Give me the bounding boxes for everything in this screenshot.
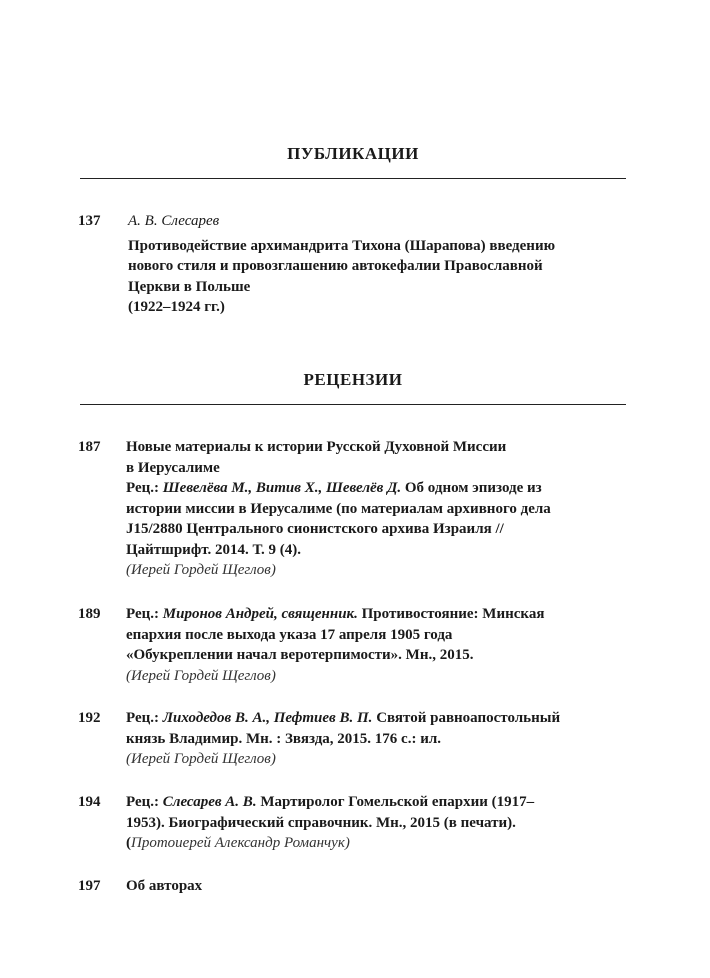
reviewed-work: Противостояние: Минская — [361, 606, 545, 622]
reviews-heading: РЕЦЕНЗИИ — [303, 370, 403, 389]
reviewer-paren: ( — [126, 835, 131, 851]
entry-title-line: Противодействие архимандрита Тихона (Шарапова) введению — [128, 237, 556, 254]
reviewed-authors: Лиходедов В. А., Пефтиев В. П. — [162, 710, 373, 726]
reviewed-work: 1953). Биографический справочник. Мн., 2015 (в печати). — [126, 814, 516, 831]
entry-title-line: в Иерусалиме — [126, 459, 220, 476]
page-number: 187 — [78, 439, 101, 455]
review-label: Рец.: — [126, 794, 160, 810]
publications-heading: ПУБЛИКАЦИИ — [287, 144, 419, 163]
entry-author: А. В. Слесарев — [128, 213, 220, 229]
entry-title-line: Церкви в Польше — [128, 278, 251, 295]
review-label: Рец.: — [126, 710, 160, 726]
review-label: Рец.: — [126, 480, 160, 496]
reviewed-work: князь Владимир. Мн. : Звязда, 2015. 176 с.: ил. — [126, 730, 441, 747]
reviewed-work: истории миссии в Иерусалиме (по материалам архивного дела — [126, 500, 551, 517]
reviewed-work: епархия после выхода указа 17 апреля 1905 года — [126, 626, 453, 643]
entry-title-line: (1922–1924 гг.) — [128, 299, 225, 315]
page-number: 197 — [78, 878, 101, 894]
reviewed-work: «Обукреплении начал веротерпимости». Мн., 2015. — [126, 647, 474, 663]
reviewer-name: (Иерей Гордей Щеглов) — [126, 751, 276, 767]
reviewed-authors: Миронов Андрей, священник. — [162, 606, 358, 622]
page-number: 194 — [78, 794, 101, 810]
reviewed-work: Мартиролог Гомельской епархии (1917– — [260, 794, 535, 810]
reviews-rule — [80, 404, 626, 405]
reviewed-work: Цайтшрифт. 2014. Т. 9 (4). — [126, 541, 301, 558]
entry-title-line: нового стиля и провозглашению автокефалии Православной — [128, 258, 543, 274]
review-label: Рец.: — [126, 606, 160, 622]
page-number: 192 — [78, 710, 101, 726]
reviewed-work: Святой равноапостольный — [376, 710, 561, 726]
about-authors-label: Об авторах — [126, 878, 203, 894]
reviewed-work: J15/2880 Центрального сионистского архива Израиля // — [126, 521, 504, 537]
page-number: 137 — [78, 213, 101, 229]
reviewer-name: Протоиерей Александр Романчук) — [131, 835, 350, 851]
page-number: 189 — [78, 606, 101, 622]
reviewed-work: Об одном эпизоде из — [404, 480, 542, 496]
reviewer-name: (Иерей Гордей Щеглов) — [126, 667, 276, 684]
reviewed-authors: Слесарев А. В. — [162, 794, 257, 810]
entry-title-line: Новые материалы к истории Русской Духовной Миссии — [126, 439, 507, 455]
publications-rule — [80, 178, 626, 179]
reviewer-name: (Иерей Гордей Щеглов) — [126, 562, 276, 578]
reviewed-authors: Шевелёва М., Витив Х., Шевелёв Д. — [162, 480, 402, 496]
